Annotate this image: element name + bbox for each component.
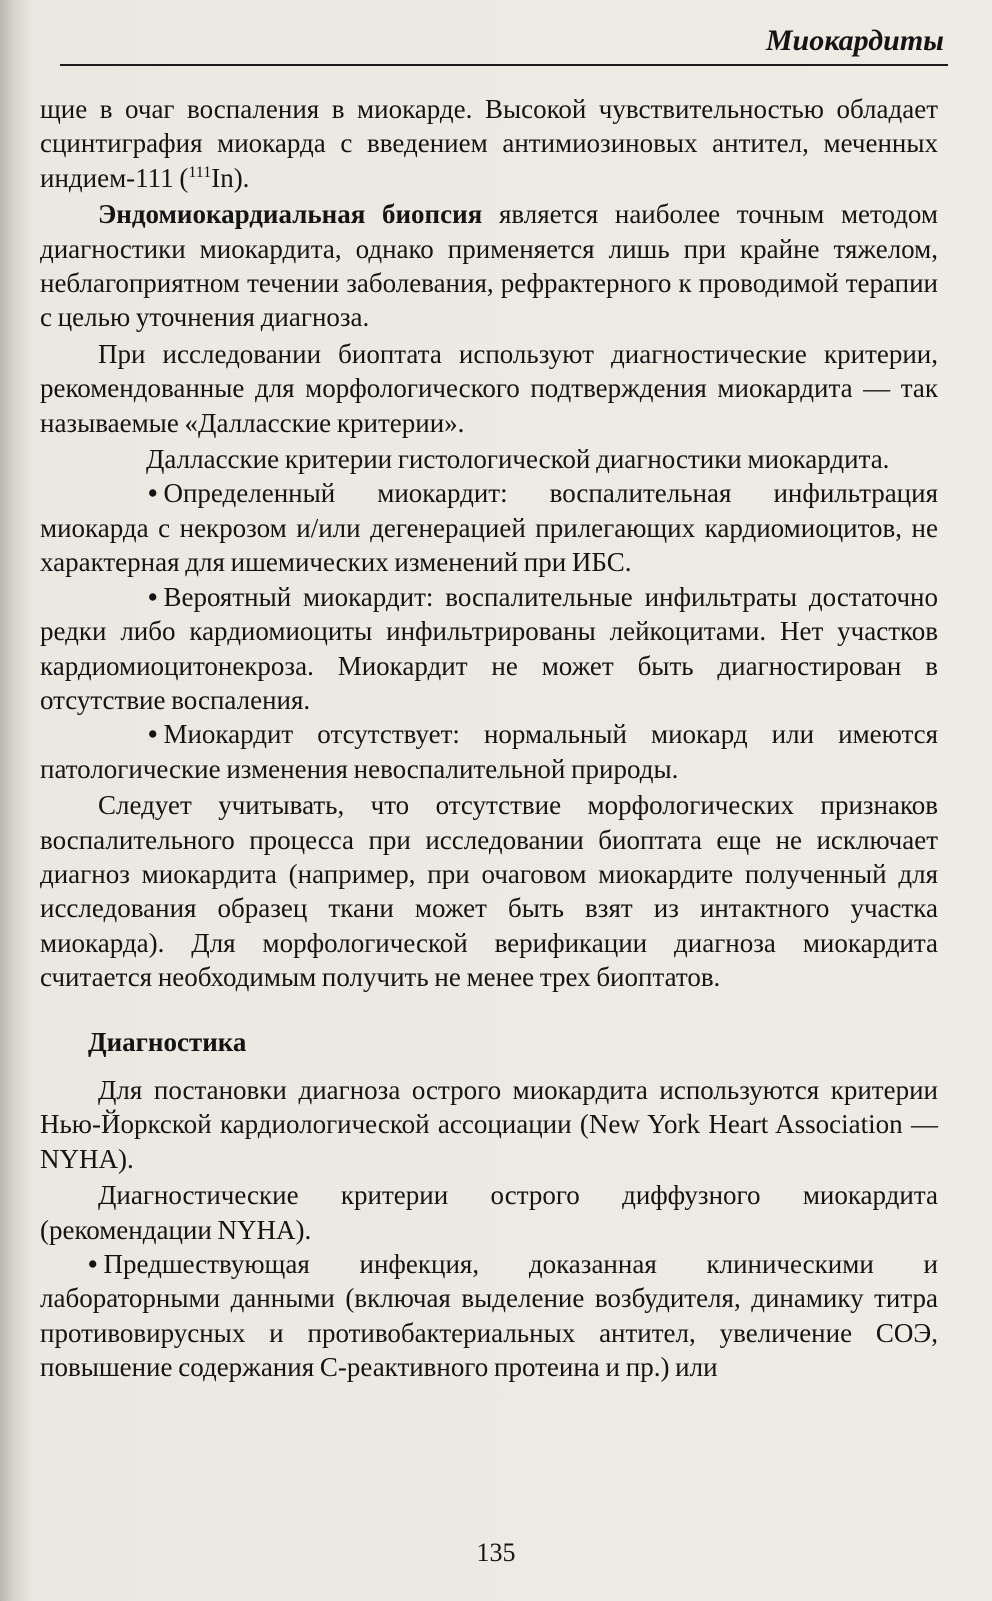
- paragraph-1-text: щие в очаг воспаления в миокарде. Высокой чувствительностью обладает сцинтиграфия миокарда с введением антимиозиновых антител, меченных индием-111 (: [40, 94, 938, 193]
- bullet-icon: •: [148, 581, 158, 612]
- paragraph-7: Диагностические критерии острого диффузного миокардита (рекомендации NYHA).: [40, 1180, 938, 1245]
- list-item: [40, 476, 938, 579]
- biopsy-term: Эндомиокардиальная биопсия: [98, 199, 483, 230]
- dallas-criteria-intro: Далласские критерии гистологической диагностики миокардита.: [146, 444, 890, 475]
- isotope-superscript: 111: [188, 163, 212, 181]
- running-head-title: Миокардиты: [765, 24, 944, 57]
- running-header: [60, 22, 948, 66]
- dallas-criteria-list: [40, 476, 938, 786]
- list-item-text: Определенный миокардит: воспалительная инфильтрация миокарда с некрозом и/или дегенерацией прилегающих кардиомиоцитов, не характерная для ишемических изменений при ИБС.: [40, 478, 938, 578]
- page-number: 135: [476, 1538, 516, 1567]
- paragraph-6: Для постановки диагноза острого миокардита используются критерии Нью-Йоркской кардиологической ассоциации (New York Heart Association — NYHA).: [40, 1074, 938, 1174]
- list-item: [40, 1247, 938, 1385]
- paragraph-2-text: является наиболее точным методом диагностики миокардита, однако применяется лишь при крайне тяжелом, неблагоприятном течении заболевания, рефрактерного к проводимой терапии с целью уточнения диагноза.: [40, 199, 938, 333]
- list-item-text: Вероятный миокардит: воспалительные инфильтраты достаточно редки либо кардиомиоциты инфильтрированы лейкоцитами. Нет участков кардиомиоцитонекроза. Миокардит не может быть диагностирован в отсутствие воспаления.: [40, 581, 938, 715]
- bullet-icon: •: [148, 719, 158, 750]
- nyha-criteria-list: [40, 1247, 938, 1385]
- paragraph-1: [40, 92, 938, 195]
- paragraph-3: При исследовании биоптата используют диагностические критерии, рекомендованные для морфологического подтверждения миокардита — так называемые «Далласские критерии».: [40, 338, 938, 438]
- list-item: [40, 580, 938, 718]
- list-item-text: Миокардит отсутствует: нормальный миокард или имеются патологические изменения невоспалительной природы.: [40, 719, 938, 784]
- section-heading: Диагностика: [88, 1026, 247, 1057]
- page-body: [40, 92, 938, 1385]
- list-item-text: Предшествующая инфекция, доказанная клиническими и лабораторными данными (включая выделение возбудителя, динамику титра противовирусных и противобактериальных антител, увеличение СОЭ, повышение содержания С-реактивного протеина и пр.) или: [40, 1249, 938, 1383]
- list-item: [40, 717, 938, 786]
- paragraph-5: Следует учитывать, что отсутствие морфологических признаков воспалительного процесса при исследовании биоптата еще не исключает диагноз миокардита (например, при очаговом миокардите полученный для исследования образец ткани может быть взят из интактного участка миокарда). Для морфологической верификации диагноза миокардита считается необходимым получить не менее трех биоптатов.: [40, 790, 938, 993]
- bullet-icon: •: [148, 478, 158, 509]
- paragraph-2: [40, 197, 938, 335]
- paragraph-1-end: In).: [211, 162, 250, 193]
- bullet-icon: •: [88, 1249, 98, 1279]
